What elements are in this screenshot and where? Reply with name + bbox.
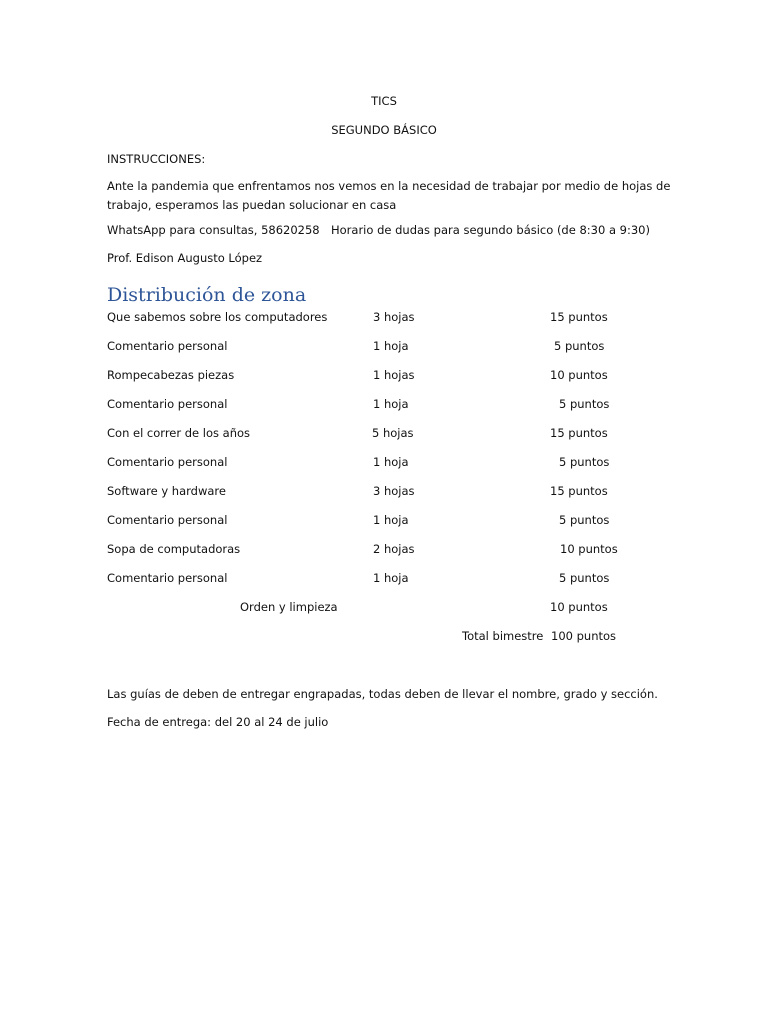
table-row (0, 454, 768, 472)
activity-cell: Que sabemos sobre los computadores (107, 310, 328, 324)
activity-cell: Comentario personal (107, 455, 228, 469)
instructions-line-2: trabajo, esperamos las puedan solucionar en casa (107, 198, 397, 212)
activity-cell: Rompecabezas piezas (107, 368, 235, 382)
table-row (0, 541, 768, 559)
horario-line: Horario de dudas para segundo básico (de 8:30 a 9:30) (331, 223, 650, 237)
sheets-cell: 3 hojas (373, 484, 415, 498)
table-row (0, 425, 768, 443)
orden-points: 10 puntos (550, 600, 608, 614)
points-cell: 15 puntos (550, 426, 608, 440)
points-cell: 10 puntos (560, 542, 618, 556)
table-row (0, 570, 768, 588)
doc-title: TICS (371, 94, 397, 108)
delivery-note: Las guías de deben de entregar engrapadas, todas deben de llevar el nombre, grado y sección. (107, 687, 658, 701)
total-label: Total bimestre (462, 629, 544, 643)
points-cell: 5 puntos (559, 513, 610, 527)
table-row (0, 309, 768, 327)
sheets-cell: 1 hoja (373, 513, 409, 527)
sheets-cell: 3 hojas (373, 310, 415, 324)
activity-cell: Comentario personal (107, 397, 228, 411)
table-row (0, 512, 768, 530)
orden-row (0, 599, 768, 617)
activity-cell: Comentario personal (107, 571, 228, 585)
total-points: 100 puntos (551, 629, 617, 643)
points-cell: 5 puntos (559, 397, 610, 411)
points-cell: 15 puntos (550, 310, 608, 324)
table-row (0, 338, 768, 356)
points-cell: 5 puntos (559, 571, 610, 585)
sheets-cell: 2 hojas (373, 542, 415, 556)
activity-cell: Comentario personal (107, 339, 228, 353)
doc-subtitle: SEGUNDO BÁSICO (331, 123, 437, 137)
table-row (0, 367, 768, 385)
instructions-label: INSTRUCCIONES: (107, 152, 206, 166)
sheets-cell: 1 hoja (373, 455, 409, 469)
sheets-cell: 5 hojas (372, 426, 414, 440)
professor-line: Prof. Edison Augusto López (107, 251, 263, 265)
total-row (0, 628, 768, 646)
activity-cell: Comentario personal (107, 513, 228, 527)
table-row (0, 396, 768, 414)
points-cell: 10 puntos (550, 368, 608, 382)
orden-label: Orden y limpieza (240, 600, 338, 614)
table-row (0, 483, 768, 501)
whatsapp-line: WhatsApp para consultas, 58620258 (107, 223, 320, 237)
sheets-cell: 1 hoja (373, 397, 409, 411)
points-cell: 5 puntos (554, 339, 605, 353)
activity-cell: Sopa de computadoras (107, 542, 241, 556)
activity-cell: Con el correr de los años (107, 426, 251, 440)
instructions-line-1: Ante la pandemia que enfrentamos nos vemos en la necesidad de trabajar por medio de hojas de (107, 179, 671, 193)
section-heading: Distribución de zona (107, 284, 307, 306)
delivery-date: Fecha de entrega: del 20 al 24 de julio (107, 715, 329, 729)
sheets-cell: 1 hoja (373, 571, 409, 585)
activity-cell: Software y hardware (107, 484, 226, 498)
sheets-cell: 1 hoja (373, 339, 409, 353)
points-cell: 15 puntos (550, 484, 608, 498)
sheets-cell: 1 hojas (373, 368, 415, 382)
points-cell: 5 puntos (559, 455, 610, 469)
